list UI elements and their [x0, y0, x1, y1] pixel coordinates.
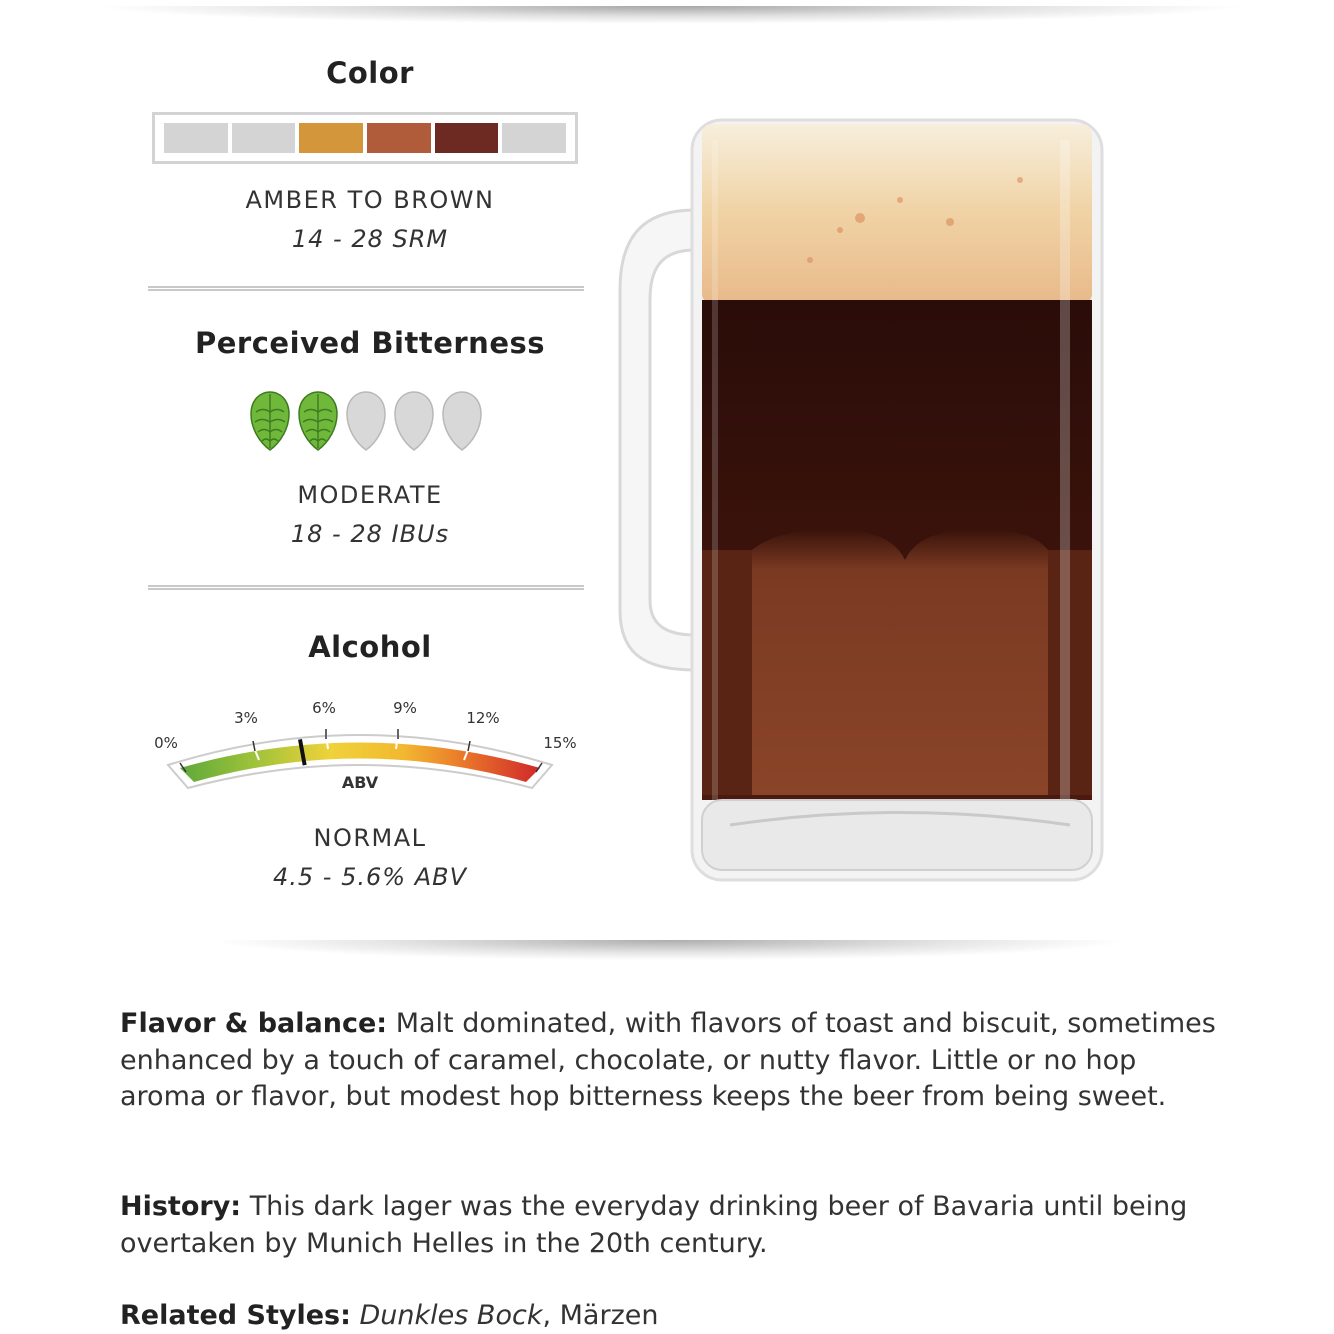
hop-icon — [442, 390, 482, 452]
color-label: AMBER TO BROWN — [245, 186, 495, 214]
alcohol-label: NORMAL — [313, 824, 427, 852]
flavor-text: Malt dominated, with flavors of toast and biscuit, sometimes enhanced by a touch of caramel, chocolate, or nutty flavor. Little or no hop aroma or flavor, but modest hop bitterness keeps the beer from being sweet. — [120, 1008, 1216, 1112]
history-heading: History: — [120, 1191, 242, 1222]
gauge-tick-label: 6% — [312, 699, 336, 717]
section-divider — [148, 286, 584, 291]
abv-gauge — [150, 690, 590, 800]
gauge-tick-label: 15% — [543, 734, 577, 752]
related-separator: , — [542, 1300, 552, 1331]
flavor-heading: Flavor & balance: — [120, 1008, 388, 1039]
color-swatch — [232, 123, 296, 153]
mid-divider-shadow — [220, 940, 1120, 960]
alcohol-range: 4.5 - 5.6% ABV — [273, 863, 467, 891]
flavor-paragraph — [120, 1006, 1220, 1116]
related-style-link: Dunkles Bock — [359, 1300, 543, 1331]
color-swatch — [502, 123, 566, 153]
history-text: This dark lager was the everyday drinking beer of Bavaria until being overtaken by Munich Helles in the 20th century. — [120, 1191, 1188, 1259]
color-swatch — [367, 123, 431, 153]
gauge-tick-label: 0% — [154, 734, 178, 752]
bitterness-label: MODERATE — [297, 481, 443, 509]
color-swatch — [164, 123, 228, 153]
bitterness-range: 18 - 28 IBUs — [290, 520, 450, 548]
gauge-abv-label: ABV — [341, 773, 379, 792]
hop-rating — [250, 390, 490, 454]
beer-mug-image — [600, 110, 1120, 890]
hop-icon — [298, 390, 338, 452]
hop-icon — [250, 390, 290, 452]
gauge-tick-label: 12% — [466, 709, 500, 727]
gauge-tick-label: 9% — [393, 699, 417, 717]
bitterness-title: Perceived Bitterness — [194, 326, 546, 360]
section-divider — [148, 585, 584, 590]
stats-column — [140, 0, 600, 930]
history-paragraph — [120, 1189, 1220, 1262]
color-title: Color — [326, 56, 414, 90]
hop-icon — [394, 390, 434, 452]
color-swatch-bar — [152, 112, 578, 164]
related-heading: Related Styles: — [120, 1300, 351, 1331]
hop-icon — [346, 390, 386, 452]
gauge-tick-label: 3% — [234, 709, 258, 727]
alcohol-title: Alcohol — [308, 630, 432, 664]
related-style: Märzen — [559, 1300, 659, 1331]
color-range: 14 - 28 SRM — [291, 225, 449, 253]
related-styles-paragraph — [120, 1298, 1220, 1334]
color-swatch — [435, 123, 499, 153]
color-swatch — [299, 123, 363, 153]
